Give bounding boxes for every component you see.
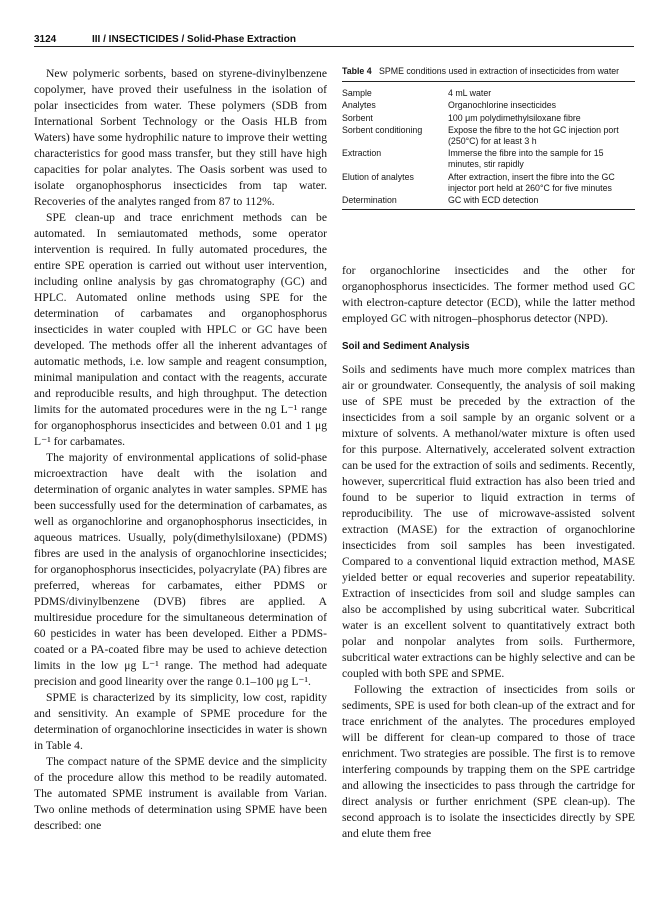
- table-key: Extraction: [342, 148, 382, 159]
- table-value: Expose the fibre to the hot GC injection port (250°C) for at least 3 h: [448, 124, 619, 147]
- left-column: [34, 66, 327, 834]
- table-row: [342, 113, 635, 124]
- paragraph: SPME is characterized by its simplicity, low cost, rapidity and sensitivity. An example of SPME procedure for the determination of organochlorine insecticides in water is shown in Table 4.: [34, 691, 327, 752]
- table-caption: [342, 66, 635, 77]
- table-value: Immerse the fibre into the sample for 15 minutes, stir rapidly: [448, 148, 604, 170]
- table-value: GC with ECD detection: [448, 195, 539, 206]
- table-row: [342, 195, 635, 206]
- table-row: [342, 100, 635, 111]
- table-key: Sample: [342, 88, 372, 99]
- right-column: [342, 362, 635, 842]
- table-row: [342, 125, 635, 147]
- paragraph: The compact nature of the SPME device and the simplicity of the procedure allow this method to be readily automated. The automated SPME instrument is available from Varian. Two online methods of determination using SPME have been described: one: [34, 755, 327, 832]
- table-row: [342, 172, 635, 194]
- table-value: Organochlorine insecticides: [448, 100, 557, 111]
- paragraph: SPE clean-up and trace enrichment methods can be automated. In semiautomated methods, some operator intervention is required. In fully automated procedures, the entire SPE operation is carried out without user intervention, including online analysis by gas chromatography (GC) and HPLC. Automated online methods using SPE for the determination of carbamates and organophosphorus insecticides in water coupled with HPLC or GC have been developed. The methods offer all the inherent advantages of automatic methods, i.e. low sample and reagent consumption, minimal manipulation and contact with the reagents, accurate and reproducible results, and high throughput. The detection limits for the automated procedures were in the ng L⁻¹ range for organophosphorus insecticides and between 0.01 and 1 μg L⁻¹ for carbamates.: [34, 211, 327, 448]
- table-key: Analytes: [342, 100, 376, 111]
- table-value: 100 μm polydimethylsiloxane fibre: [448, 112, 581, 123]
- table-key: Sorbent conditioning: [342, 124, 423, 135]
- table-key: Sorbent: [342, 112, 373, 123]
- table-key: Determination: [342, 195, 397, 206]
- table-value: 4 mL water: [448, 88, 492, 99]
- header-rule: [34, 46, 634, 47]
- table-4: [342, 66, 635, 210]
- page-number: 3124: [34, 34, 57, 45]
- paragraph: New polymeric sorbents, based on styrene-divinylbenzene copolymer, have proved their usefulness in the isolation of polar insecticides from water. These polymers (SDB from International Sorbent Technology or the Oasis HLB from Waters) have some hydrophilic nature to improve their wetting characteristics for good mass transfer, but they still have high capacities for polar analytes. The Oasis sorbent was used to isolate organophosphorus insecticides from tap water. Recoveries of the analytes ranged from 87 to 112%.: [34, 67, 327, 208]
- table-top-rule: [342, 81, 635, 82]
- table-row: [342, 88, 635, 99]
- table-row: [342, 148, 635, 170]
- paragraph: Following the extraction of insecticides from soils or sediments, SPE is used for both clean-up of the extract and for trace enrichment of the analytes. The procedures employed will be different for clean-up compared to those of trace enrichment. Two strategies are possible. The first is to remove interfering compounds by trapping them on the SPE cartridge and allowing the insecticides to pass through the cartridge for direct analysis or further enrichment (SPE clean-up). The second approach is to isolate the insecticides directly by SPE and elute them free: [342, 683, 635, 840]
- table-bottom-rule: [342, 209, 635, 210]
- table-caption-text: SPME conditions used in extraction of insecticides from water: [379, 66, 620, 76]
- table-key: Elution of analytes: [342, 171, 414, 182]
- paragraph: Soils and sediments have much more complex matrices than air or groundwater. Consequently, the analysis of soil making use of SPE must be preceded by the extraction of the insecticides from a soil sample by an organic solvent or a mixture of solvents. A methanol/water mixture is often used for this purpose. Alternatively, accelerated solvent extraction can be used for the extraction of soils and sediments. Recently, however, supercritical fluid extraction has also been tried and found to be superior to liquid extraction in terms of reproducibility. The use of microwave-assisted solvent extraction (MASE) for the extraction of organochlorine insecticides from soil samples has been investigated. Compared to a conventional liquid extraction method, MASE yielded better or equal recoveries and superior repeatability. Extraction of insecticides from soil and sludge samples can also be accomplished by using subcritical water. Subcritical water is an excellent solvent to quantitatively extract both polar and nonpolar analytes from soils. Furthermore, subcritical water extractions can be highly selective and can be coupled with both SPE and SPME.: [342, 363, 635, 680]
- right-column-continuation: [342, 263, 635, 327]
- table-label: Table 4: [342, 66, 372, 76]
- paragraph: for organochlorine insecticides and the other for organophosphorus insecticides. The former method used GC with electron-capture detector (ECD), while the latter method employed GC with nitrogen–phosphorus detector (NPD).: [342, 264, 635, 325]
- table-value: After extraction, insert the fibre into the GC injector port held at 260°C for five minutes: [448, 171, 615, 193]
- paragraph: The majority of environmental applications of solid-phase microextraction have dealt with the isolation and determination of organic analytes in water samples. SPME has been successfully used for the determination of carbamates, as well as organochlorine and organophosphorus insecticides, in aqueous matrices. Usually, poly(dimethylsiloxane) (PDMS) fibres are used in the analysis of organochlorine insecticides; for organophosphorus insecticides, polyacrylate (PA) fibres are preferred, whereas for carbamates, either PDMS or PDMS/divinylbenzene (DVB) fibres are applied. A multiresidue procedure for the simultaneous determination of 60 pesticides in water has been developed. Either a PDMS-coated or a PA-coated fibre may be used to achieve detection limits in the low μg L⁻¹ range. The method had adequate precision and good linearity over the range 0.1–100 μg L⁻¹.: [34, 451, 327, 688]
- running-title: III / INSECTICIDES / Solid-Phase Extraction: [92, 34, 296, 45]
- section-heading: Soil and Sediment Analysis: [342, 341, 470, 352]
